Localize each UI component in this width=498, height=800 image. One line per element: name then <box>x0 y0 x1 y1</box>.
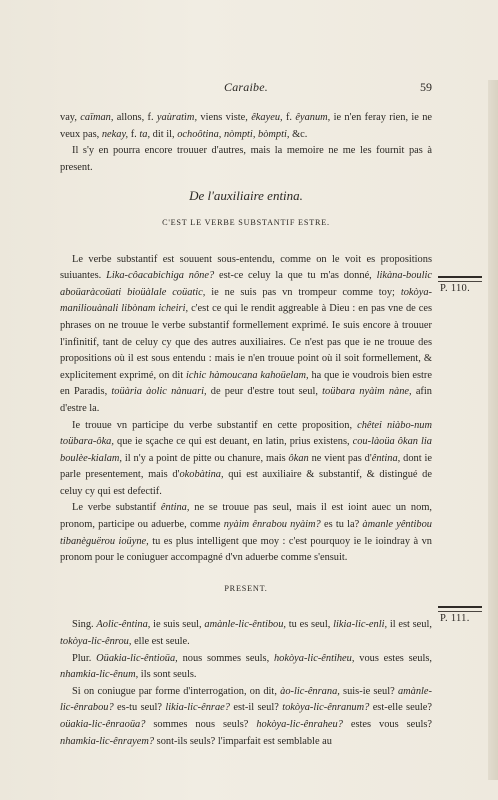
text-run: il est seul, <box>387 619 432 631</box>
text-run: es tu la? <box>320 519 363 531</box>
running-title: Caraibe. <box>224 80 268 94</box>
carib-term: nekay, <box>101 128 129 140</box>
text-run: ie suis seul, <box>150 619 205 631</box>
text-run: il n'y a point de pitte ou chanure, mais <box>122 452 289 464</box>
carib-term: okobàtina, <box>179 469 224 481</box>
carib-term: tokòya-lic-ênrou, <box>60 636 132 648</box>
text-run: Sing. <box>72 619 97 631</box>
text-run: es-tu seul? <box>113 702 166 714</box>
carib-term: tokòya-lic-ênranum? <box>282 702 370 714</box>
page-edge-shadow <box>488 80 498 780</box>
text-run: qui est auxiliaire & substantif, & distingué de celuy cy qui est defectif. <box>60 469 432 497</box>
carib-term: Aolic-êntina, <box>96 619 151 631</box>
carib-term: caïman, <box>80 112 114 123</box>
text-run: que ie sçache ce qui est deuant, en latin, prius existens, <box>113 436 353 448</box>
carib-term: ào-lic-ênrana, <box>280 685 340 697</box>
text-run: f. <box>282 112 296 123</box>
text-run: ie ne suis pas vn trompeur comme toy; <box>205 286 401 298</box>
paragraph <box>60 110 432 143</box>
paragraph <box>60 684 432 750</box>
carib-term: amànle-lic-êntibou, <box>204 619 287 631</box>
carib-term: êkayeu, <box>251 112 283 123</box>
text-run: tu es seul, <box>286 619 334 631</box>
text-run: viens viste, <box>197 112 252 123</box>
text-run: ha que ie voudrois bien estre en Paradis, <box>60 369 432 398</box>
text-run: sont-ils seuls? l'imparfait est semblable au <box>154 735 332 747</box>
carib-term: toübara nyàim nàne, <box>322 386 412 398</box>
text-run: estes vous seuls? <box>342 719 432 730</box>
page-number: 59 <box>420 80 432 94</box>
carib-term: ichic hàmoucana kahoüelam, <box>186 369 309 381</box>
text-run: ne vient pas d' <box>308 452 372 464</box>
margin-rule <box>438 611 482 612</box>
text-run: ils sont seuls. <box>138 669 197 681</box>
carib-term: likàna-boulic aboüaràcoüati bioüàlale coüatic, <box>60 270 432 298</box>
text-run: est-ce celuy la que tu m'as donné, <box>214 270 377 282</box>
carib-term: oüakia-lic-ênraoüa? <box>60 719 146 730</box>
text-run: allons, f. <box>113 112 157 123</box>
text-run: est-il seul? <box>229 702 283 714</box>
margin-rule <box>438 276 482 278</box>
text-run: ne se trouue pas seul, mais il est ioint auec un nom, pronom, participe ou aduerbe, comme <box>60 502 432 531</box>
carib-term: likia-lic-ênrae? <box>165 702 230 714</box>
text-run: de peur d'estre tout seul, <box>206 386 323 398</box>
text-run: vous estes seuls, <box>354 652 432 664</box>
text-run: Ie trouue vn participe du verbe substantif en cette proposition, <box>72 419 358 431</box>
carib-term: àmanle yêntibou tibanèguërou ioüyne, <box>60 519 432 547</box>
page-body <box>60 110 432 750</box>
carib-term: tokòya-maniliouànali libònam icheiri, <box>60 286 432 315</box>
text-run: elle est seule. <box>131 636 190 648</box>
text-run: f. <box>128 128 140 140</box>
paragraph: Il s'y en pourra encore trouuer d'autres, mais la memoire ne me les fournit pas à present. <box>60 145 432 173</box>
carib-term: yaùratìm, <box>156 112 198 123</box>
text-run: dont ie parle presentement, mais d' <box>60 452 432 481</box>
carib-term: ochoôtina, nòmpti, bòmpti, <box>177 128 290 140</box>
section-subtitle: C'EST LE VERBE SUBSTANTIF ESTRE. <box>162 217 330 227</box>
paragraph <box>60 252 432 418</box>
text-run: sommes nous seuls? <box>145 719 257 730</box>
carib-term: chêtei niàbo-num toübara-ôka, <box>60 419 432 448</box>
carib-term: amànle-lic-ênrabou? <box>60 685 432 714</box>
text-run: Plur. <box>72 652 97 664</box>
carib-term: êntina, <box>371 452 401 464</box>
carib-term: nhamkia-lic-ênum, <box>60 669 139 681</box>
carib-term: toüària àolic nànuari, <box>111 386 207 398</box>
margin-note: P. 111. <box>440 613 470 624</box>
margin-rule <box>438 606 482 608</box>
paragraph <box>60 500 432 566</box>
paragraph <box>60 418 432 501</box>
text-run: &c. <box>289 128 308 140</box>
paragraph <box>60 651 432 684</box>
carib-term: êyanum, <box>295 112 331 123</box>
carib-term: ta, <box>139 128 151 140</box>
text-run: dit il, <box>150 128 178 140</box>
carib-term: hokòya-lic-êntiheu, <box>273 652 355 664</box>
page-header <box>60 80 432 98</box>
carib-term: hokòya-lic-ênraheu? <box>256 719 343 730</box>
text-run: tu es plus intelligent que moy : c'est pourquoy ie le ioindray à vn pronom pour le coniuguer accompagné d'vn aduerbe comme s'ensuit. <box>60 535 432 564</box>
section-title: De l'auxiliaire entina. <box>189 188 303 204</box>
carib-term: êntina, <box>160 502 190 514</box>
carib-term: likia-lic-enli, <box>333 619 388 631</box>
text-run: suis-ie seul? <box>339 685 398 697</box>
text-run: est-elle seule? <box>369 702 433 714</box>
carib-term: nyàim ênrabou nyàim? <box>223 519 321 531</box>
carib-term: Oüakia-lic-êntioüa, <box>96 652 178 664</box>
text-run: nous sommes seuls, <box>177 652 274 664</box>
margin-note: P. 110. <box>440 283 471 294</box>
present-heading: PRESENT. <box>224 583 268 593</box>
text-run: c'est ce qui le rendit aggreable à Dieu : en pas vne de ces phrases on ne trouue le verbe substantif formellement exprimé. Ie suis encore à trouuer l'infinitif, tant de celuy cy que des autres auxiliaires. Ce n'est pas que ie ne trouue des propositions où il est sous entendu : mais ie n'en trouue point où il soit formellement, & explicitement exprimé, on dit <box>60 303 433 381</box>
text-run: Le verbe substantif <box>72 502 161 514</box>
text-run: ie n'en feray rien, ie ne veux pas, <box>60 112 432 140</box>
margin-rule <box>438 281 482 282</box>
carib-term: ôkan <box>288 452 309 464</box>
carib-term: Lika-côacabichiga nône? <box>106 270 215 282</box>
text-run: Si on coniugue par forme d'interrogation, on dit, <box>72 685 281 697</box>
text-run: vay, <box>60 112 81 123</box>
text-run: Le verbe substantif est souuent sous-entendu, comme on le voit es propositions suiuantes. <box>60 253 432 282</box>
carib-term: cou-làoüa ôkan lia boulèe-kialam, <box>60 436 432 464</box>
paragraph <box>60 617 432 650</box>
carib-term: nhamkia-lic-ênrayem? <box>60 735 155 747</box>
text-run: afin d'estre la. <box>60 386 432 414</box>
